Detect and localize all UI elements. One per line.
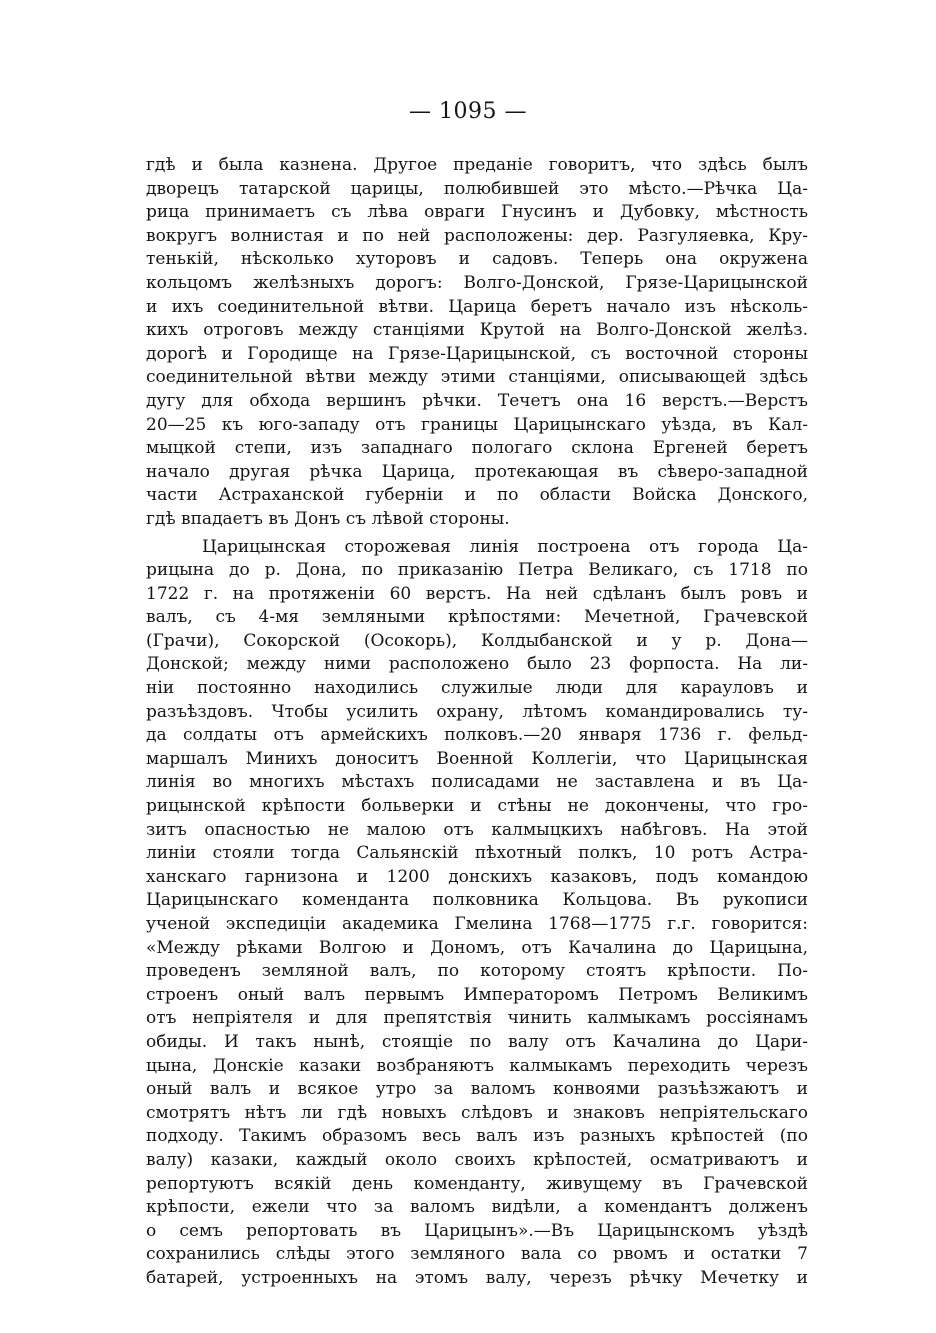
text-line: соединительной вѣтви между этими станціями, описывающей здѣсь bbox=[146, 367, 808, 388]
text-line: начало другая рѣчка Царица, протекающая въ сѣверо-западной bbox=[146, 461, 808, 482]
text-line: батарей, устроенныхъ на этомъ валу, черезъ рѣчку Мечетку и bbox=[146, 1267, 808, 1288]
text-line: рицына до р. Дона, по приказанію Петра Великаго, съ 1718 по bbox=[146, 560, 808, 581]
text-line: гдѣ и была казнена. Другое преданіе говоритъ, что здѣсь былъ bbox=[146, 155, 808, 175]
text-line: Царицынскаго коменданта полковника Кольцова. Въ рукописи bbox=[146, 890, 808, 911]
text-line: и ихъ соединительной вѣтви. Царица беретъ начало изъ нѣсколь- bbox=[146, 296, 808, 317]
text-line: (Грачи), Сокорской (Осокорь), Колдыбанской и у р. Дона— bbox=[146, 630, 808, 651]
text-line: валу) казаки, каждый около своихъ крѣпостей, осматриваютъ и bbox=[146, 1149, 808, 1170]
text-line: подходу. Такимъ образомъ весь валъ изъ разныхъ крѣпостей (по bbox=[146, 1126, 808, 1147]
text-line: «Между рѣками Волгою и Дономъ, отъ Качалина до Царицына, bbox=[146, 937, 808, 958]
text-line: цына, Донскіе казаки возбраняютъ калмыкамъ переходить черезъ bbox=[146, 1055, 808, 1076]
text-line: обиды. И такъ нынѣ, стоящіе по валу отъ Качалина до Цари- bbox=[146, 1031, 808, 1052]
text-line: ханскаго гарнизона и 1200 донскихъ казаковъ, подъ командою bbox=[146, 866, 808, 887]
text-line: рица принимаетъ съ лѣва овраги Гнусинъ и Дубовку, мѣстность bbox=[146, 202, 808, 223]
text-line: репортуютъ всякій день коменданту, живущему въ Грачевской bbox=[146, 1173, 808, 1194]
text-line: мыцкой степи, изъ западнаго пологаго склона Ергеней беретъ bbox=[146, 438, 808, 459]
text-line: 20—25 къ юго-западу отъ границы Царицынскаго уѣзда, въ Кал- bbox=[146, 414, 808, 435]
text-line: о семъ репортовать въ Царицынъ».—Въ Царицынскомъ уѣздѣ bbox=[146, 1220, 808, 1241]
text-line: тенькій, нѣсколько хуторовъ и садовъ. Теперь она окружена bbox=[146, 249, 808, 270]
body-text bbox=[146, 154, 808, 1291]
text-line: вокругъ волнистая и по ней расположены: дер. Разгуляевка, Кру- bbox=[146, 225, 808, 246]
page-number: — 1095 — bbox=[409, 99, 527, 124]
text-line: дворецъ татарской царицы, полюбившей это мѣсто.—Рѣчка Ца- bbox=[146, 178, 808, 199]
text-line: крѣпости, ежели что за валомъ видѣли, а комендантъ долженъ bbox=[146, 1197, 808, 1218]
text-line: отъ непріятеля и для препятствія чинить калмыкамъ россіянамъ bbox=[146, 1008, 808, 1029]
text-line: части Астраханской губерніи и по области Войска Донского, bbox=[146, 485, 808, 506]
text-line: линія во многихъ мѣстахъ полисадами не заставлена и въ Ца- bbox=[146, 772, 808, 793]
text-line: ученой экспедиціи академика Гмелина 1768—1775 г.г. говорится: bbox=[146, 914, 808, 934]
text-line: кольцомъ желѣзныхъ дорогъ: Волго-Донской, Грязе-Царицынской bbox=[146, 272, 808, 293]
text-line: оный валъ и всякое утро за валомъ конвоями разъѣзжаютъ и bbox=[146, 1079, 808, 1100]
text-line: кихъ отроговъ между станціями Крутой на Волго-Донской желѣз. bbox=[146, 320, 808, 341]
text-line: строенъ оный валъ первымъ Императоромъ Петромъ Великимъ bbox=[146, 984, 808, 1005]
text-line: дугу для обхода вершинъ рѣчки. Течетъ она 16 верстъ.—Верстъ bbox=[146, 390, 808, 411]
text-line: гдѣ впадаетъ въ Донъ съ лѣвой стороны. bbox=[146, 508, 510, 529]
text-line: дорогѣ и Городище на Грязе-Царицынской, съ восточной стороны bbox=[146, 343, 808, 364]
text-line: разъѣздовъ. Чтобы усилить охрану, лѣтомъ командировались ту- bbox=[146, 701, 808, 722]
text-line: валъ, съ 4-мя земляными крѣпостями: Мечетной, Грачевской bbox=[146, 607, 808, 628]
paragraph-2 bbox=[146, 536, 808, 1291]
paragraph-1 bbox=[146, 154, 808, 532]
text-line: сохранились слѣды этого земляного вала со рвомъ и остатки 7 bbox=[146, 1244, 808, 1265]
text-line: линіи стояли тогда Сальянскій пѣхотный полкъ, 10 ротъ Астра- bbox=[146, 843, 808, 864]
text-line: маршалъ Минихъ доноситъ Военной Коллегіи, что Царицынская bbox=[146, 748, 808, 769]
text-line: смотрятъ нѣтъ ли гдѣ новыхъ слѣдовъ и знаковъ непріятельскаго bbox=[146, 1102, 808, 1123]
text-line: да солдаты отъ армейскихъ полковъ.—20 января 1736 г. фельд- bbox=[146, 725, 808, 746]
text-line: Донской; между ними расположено было 23 форпоста. На ли- bbox=[146, 654, 808, 675]
text-line: 1722 г. на протяженіи 60 верстъ. На ней сдѣланъ былъ ровъ и bbox=[146, 583, 808, 604]
text-line: зитъ опасностью не малою отъ калмыцкихъ набѣговъ. На этой bbox=[146, 819, 808, 840]
text-line: проведенъ земляной валъ, по которому стоятъ крѣпости. По- bbox=[146, 961, 808, 982]
text-line: рицынской крѣпости больверки и стѣны не докончены, что гро- bbox=[146, 796, 808, 817]
text-line: Царицынская сторожевая линія построена отъ города Ца- bbox=[202, 536, 808, 557]
text-line: ніи постоянно находились служилые люди для карауловъ и bbox=[146, 678, 808, 699]
